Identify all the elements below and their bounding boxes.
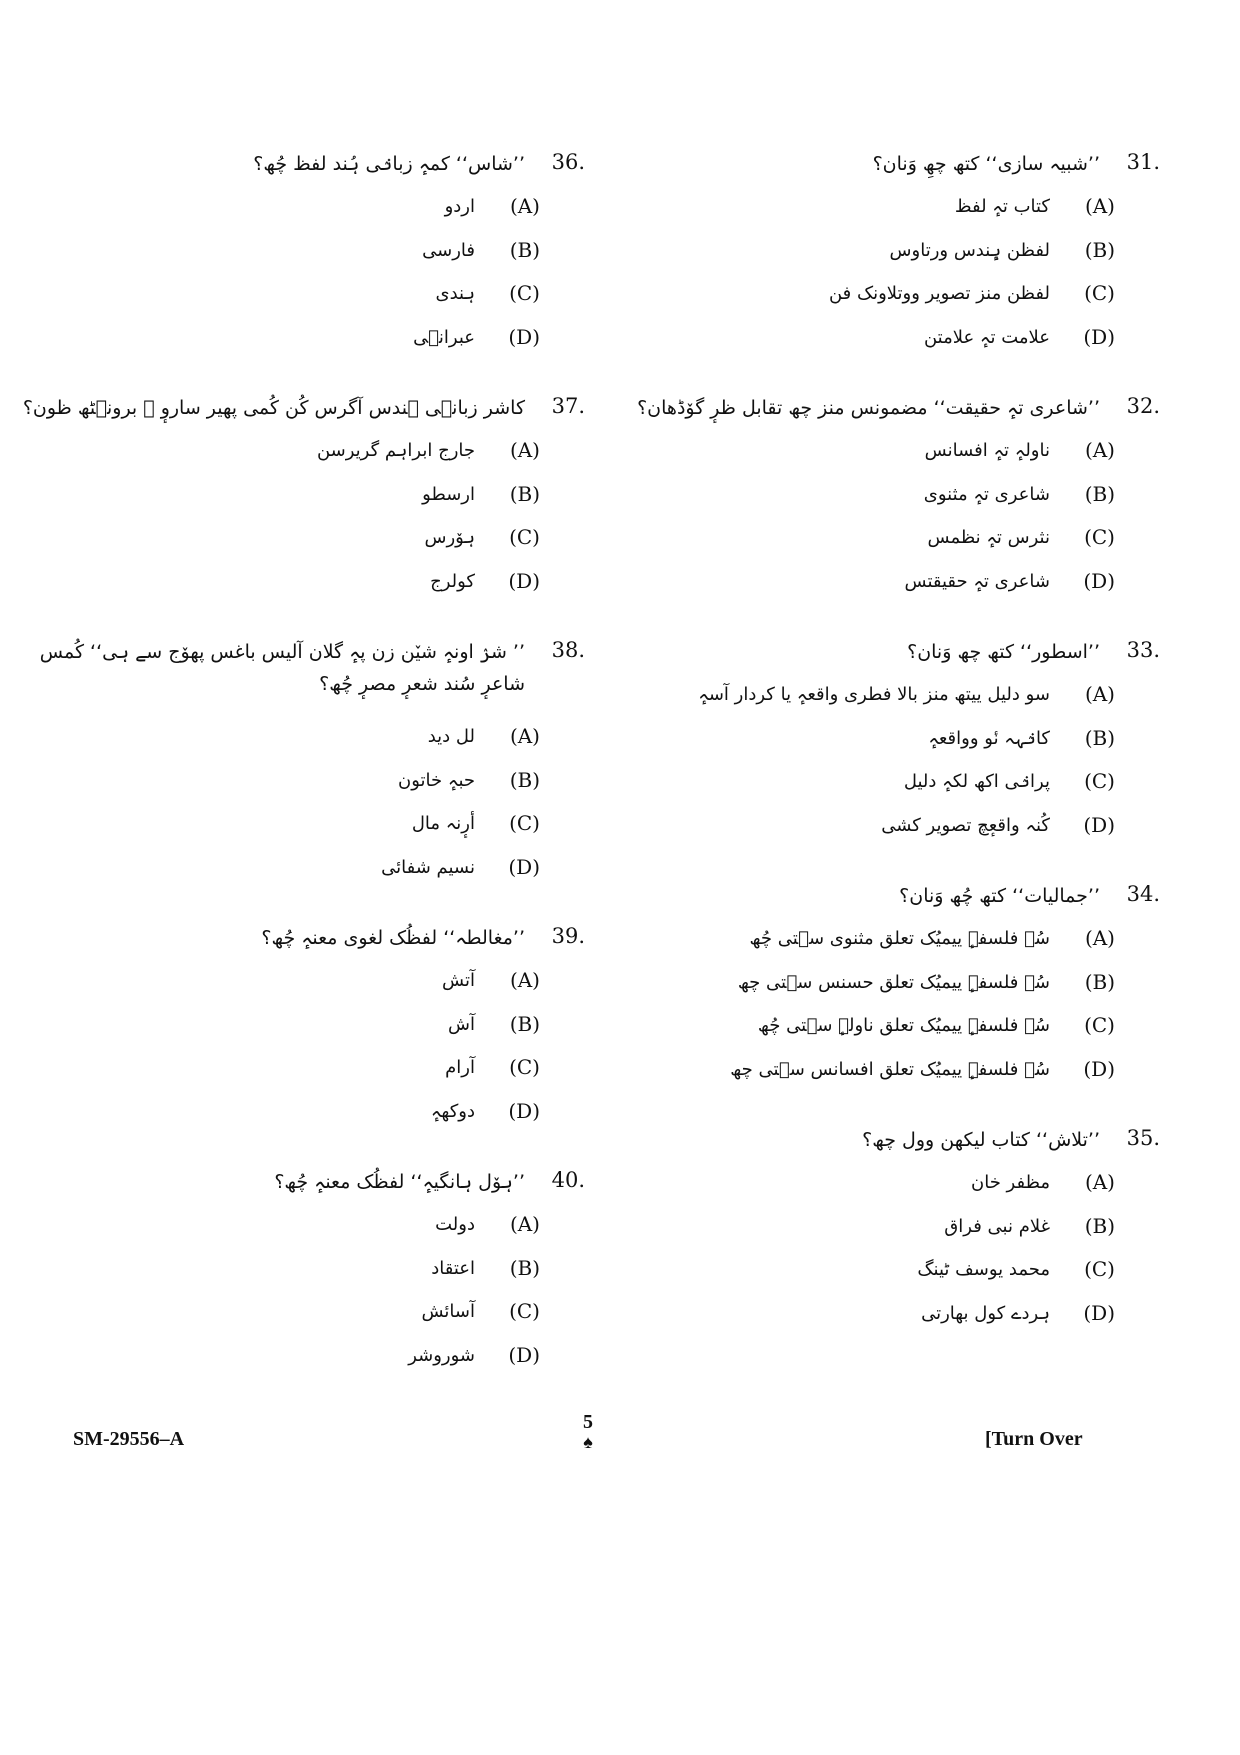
- option-label: (B): [1084, 481, 1115, 506]
- option-text: سُہ فلسفہٕ ییمیُک تعلق مثنوی سٟتی چُھ: [749, 928, 1050, 949]
- option-label: (D): [508, 854, 540, 879]
- option-item: [45, 192, 585, 236]
- question-number: 35.: [1126, 1126, 1160, 1150]
- right-column: [620, 148, 1160, 1342]
- question-text: ’’شاعری تہٕ حقیقت‘‘ مضمونس منز چھ تقابل ظرٕ گوٚڈھان؟: [637, 397, 1100, 419]
- option-item: [45, 722, 585, 766]
- option-item: [620, 523, 1160, 567]
- question-34: [620, 880, 1160, 1124]
- option-text: سُہ فلسفہٕ ییمیُک تعلق حسنس سٟتی چھ: [737, 971, 1050, 993]
- option-text: نسیم شفائی: [381, 856, 475, 878]
- question-31: [620, 148, 1160, 392]
- question-40: [45, 1166, 585, 1384]
- option-label: (D): [508, 568, 540, 593]
- option-item: [45, 1010, 585, 1054]
- option-text: آرام: [445, 1057, 475, 1078]
- option-label: (C): [1084, 1257, 1115, 1281]
- question-text: ’’ شرٛ اونہٕ شیٚن زن پہٕ گلان آلیس باغس پھوٚج سے ہی‘‘ کُمس شاعرٕ سُند شعرٕ مصرٕ چُھ؟: [39, 641, 525, 695]
- question-number: 37.: [551, 394, 585, 418]
- question-text: کاشر زبانٛی ہندس آگرس کُن کُمی پھیر ساروٕ ے برونٛٹھ ظون؟: [22, 397, 525, 419]
- left-column: [22, 148, 585, 1384]
- question-35: [620, 1124, 1160, 1342]
- option-text: مظفر خان: [971, 1172, 1050, 1193]
- option-item: [620, 480, 1160, 524]
- option-item: [45, 1254, 585, 1298]
- option-label: (A): [1084, 194, 1115, 218]
- option-text: حبہٕ خاتون: [398, 769, 475, 791]
- option-item: [620, 436, 1160, 480]
- option-item: [45, 436, 585, 480]
- question-text: ’’مغالطہ‘‘ لفظُک لغوی معنہٕ چُھ؟: [261, 927, 525, 949]
- question-line: [39, 636, 585, 722]
- question-33: [620, 636, 1160, 880]
- option-label: (B): [509, 481, 540, 506]
- option-item: [620, 323, 1160, 367]
- question-text: ’’تلاش‘‘ کتاب لیکھن وول چھ؟: [862, 1129, 1100, 1151]
- option-label: (D): [508, 1098, 540, 1123]
- option-label: (A): [1084, 682, 1115, 706]
- option-item: [620, 1255, 1160, 1299]
- question-number: 36.: [551, 150, 585, 174]
- option-item: [45, 567, 585, 611]
- option-label: (B): [509, 767, 540, 792]
- option-text: شاعری تہٕ حقیقتس: [904, 570, 1050, 592]
- question-number: 31.: [1126, 150, 1160, 174]
- option-text: آتش: [442, 970, 475, 991]
- option-label: (D): [1083, 1300, 1115, 1325]
- option-label: (D): [1083, 568, 1115, 593]
- option-label: (C): [1084, 769, 1115, 793]
- option-item: [620, 1168, 1160, 1212]
- question-37: [22, 392, 585, 636]
- option-item: [45, 1210, 585, 1254]
- option-text: سو دلیل ییتھ منز بالا فطری واقعہٕ یا کردار آسہٕ: [698, 684, 1050, 705]
- paper-code: SM-29556–A: [73, 1428, 185, 1450]
- question-number: 34.: [1126, 882, 1160, 906]
- option-label: (C): [509, 811, 540, 835]
- option-label: (D): [508, 1342, 540, 1367]
- option-item: [620, 1212, 1160, 1256]
- spade-icon: ♠: [583, 1432, 593, 1452]
- option-item: [45, 236, 585, 280]
- option-text: أرٕنہ مال: [411, 813, 475, 834]
- option-item: [45, 1053, 585, 1097]
- option-text: شاعری تہٕ مثنوی: [923, 483, 1050, 505]
- question-text: ’’ہوٚل ہانگیہٕ‘‘ لفظُک معنہٕ چُھ؟: [274, 1171, 525, 1193]
- option-text: کتاب تہٕ لفظ: [954, 196, 1050, 217]
- option-item: [45, 853, 585, 897]
- option-item: [45, 480, 585, 524]
- option-item: [620, 767, 1160, 811]
- question-line: [620, 1124, 1160, 1168]
- question-text: ’’شبیہ سازی‘‘ کتھ چھِ وَنان؟: [872, 153, 1100, 175]
- option-label: (A): [1084, 1170, 1115, 1194]
- question-number: 33.: [1126, 638, 1160, 662]
- question-line: [620, 392, 1160, 436]
- question-39: [45, 922, 585, 1166]
- option-label: (A): [509, 438, 540, 462]
- option-text: فارسی: [422, 239, 475, 261]
- option-item: [620, 567, 1160, 611]
- question-32: [620, 392, 1160, 636]
- option-label: (C): [509, 1299, 540, 1323]
- option-label: (C): [509, 281, 540, 305]
- option-text: کُنہ واقعٕچ تصویر کشی: [881, 814, 1050, 836]
- question-line: [620, 148, 1160, 192]
- option-label: (C): [509, 525, 540, 549]
- question-line: [620, 880, 1160, 924]
- question-number: 39.: [551, 924, 585, 948]
- question-text: ’’اسطور‘‘ کتھ چھ وَنان؟: [907, 641, 1100, 663]
- option-label: (D): [1083, 1056, 1115, 1081]
- option-label: (D): [1083, 324, 1115, 349]
- option-label: (B): [509, 1011, 540, 1036]
- option-text: عبرانٛی: [413, 326, 475, 348]
- option-item: [620, 192, 1160, 236]
- option-text: سُہ فلسفہٕ ییمیُک تعلق افسانس سٟتی چھ: [730, 1058, 1050, 1080]
- option-item: [45, 279, 585, 323]
- option-text: ہوٚرس: [424, 527, 475, 548]
- question-line: [22, 392, 585, 436]
- question-line: [45, 1166, 585, 1210]
- option-label: (C): [509, 1055, 540, 1079]
- page-number: [575, 1411, 601, 1451]
- option-label: (A): [509, 1212, 540, 1236]
- option-text: لل دید: [427, 726, 475, 747]
- option-text: پرانٛی اکھ لکہٕ دلیل: [903, 771, 1050, 792]
- option-item: [620, 1011, 1160, 1055]
- option-text: شوروشر: [408, 1344, 475, 1366]
- option-item: [45, 523, 585, 567]
- page-number-text: 5: [583, 1411, 593, 1433]
- option-item: [620, 279, 1160, 323]
- option-label: (B): [1084, 969, 1115, 994]
- option-text: نثرس تہٕ نظمس: [927, 527, 1050, 548]
- option-item: [620, 1055, 1160, 1099]
- option-text: غلام نبی فراق: [944, 1215, 1050, 1237]
- question-line: [45, 148, 585, 192]
- option-item: [45, 1297, 585, 1341]
- option-item: [620, 724, 1160, 768]
- question-number: 38.: [551, 638, 585, 662]
- option-text: دولت: [435, 1214, 475, 1235]
- question-line: [620, 636, 1160, 680]
- option-text: ارسطو: [422, 483, 475, 505]
- option-item: [620, 680, 1160, 724]
- question-number: 40.: [551, 1168, 585, 1192]
- option-text: محمد یوسف ٹینگ: [917, 1259, 1050, 1280]
- question-text: ’’جمالیات‘‘ کتھ چُھ وَنان؟: [899, 885, 1100, 907]
- option-item: [45, 809, 585, 853]
- option-text: لفظن ہٕندس ورتاوس: [889, 239, 1050, 261]
- question-38: [39, 636, 585, 922]
- option-text: ہردے کول بھارتی: [921, 1302, 1050, 1324]
- option-text: کولرج: [430, 570, 475, 592]
- option-text: کانٛہہ نٔو وواقعہٕ: [928, 727, 1050, 749]
- option-item: [620, 811, 1160, 855]
- option-item: [620, 1299, 1160, 1343]
- question-line: [45, 922, 585, 966]
- option-label: (C): [1084, 281, 1115, 305]
- option-label: (D): [1083, 812, 1115, 837]
- option-item: [620, 236, 1160, 280]
- option-text: آش: [448, 1013, 475, 1035]
- option-item: [620, 968, 1160, 1012]
- option-label: (B): [1084, 1213, 1115, 1238]
- option-item: [620, 924, 1160, 968]
- question-text: ’’شاس‘‘ کمہٕ زبانٛی ہُند لفظ چُھ؟: [253, 153, 525, 175]
- question-36: [45, 148, 585, 392]
- option-label: (D): [508, 324, 540, 349]
- option-text: اعتقاد: [431, 1257, 475, 1279]
- option-text: جارج ابراہم گریرسن: [316, 440, 475, 461]
- option-text: اردو: [444, 196, 475, 217]
- question-number: 32.: [1126, 394, 1160, 418]
- option-label: (B): [1084, 237, 1115, 262]
- option-text: سُہ فلسفہٕ ییمیُک تعلق ناولہٕ سٟتی چُھ: [757, 1015, 1050, 1036]
- option-label: (B): [509, 1255, 540, 1280]
- option-text: علامت تہٕ علامتن: [923, 326, 1050, 348]
- option-label: (A): [509, 724, 540, 748]
- option-label: (B): [509, 237, 540, 262]
- option-text: دوکھہٕ: [430, 1100, 475, 1122]
- option-label: (C): [1084, 525, 1115, 549]
- option-text: آسائش: [421, 1301, 475, 1322]
- option-label: (A): [1084, 926, 1115, 950]
- option-item: [45, 1341, 585, 1385]
- option-label: (B): [1084, 725, 1115, 750]
- option-item: [45, 1097, 585, 1141]
- option-text: ناولہٕ تہٕ افسانس: [924, 440, 1050, 461]
- option-text: لفظن منز تصویر ووتلاونک فن: [828, 283, 1050, 304]
- option-item: [45, 766, 585, 810]
- option-label: (C): [1084, 1013, 1115, 1037]
- option-label: (A): [509, 968, 540, 992]
- turn-over-label: [Turn Over: [985, 1428, 1083, 1450]
- option-label: (A): [1084, 438, 1115, 462]
- option-label: (A): [509, 194, 540, 218]
- option-item: [45, 966, 585, 1010]
- option-item: [45, 323, 585, 367]
- option-text: ہندی: [435, 283, 475, 304]
